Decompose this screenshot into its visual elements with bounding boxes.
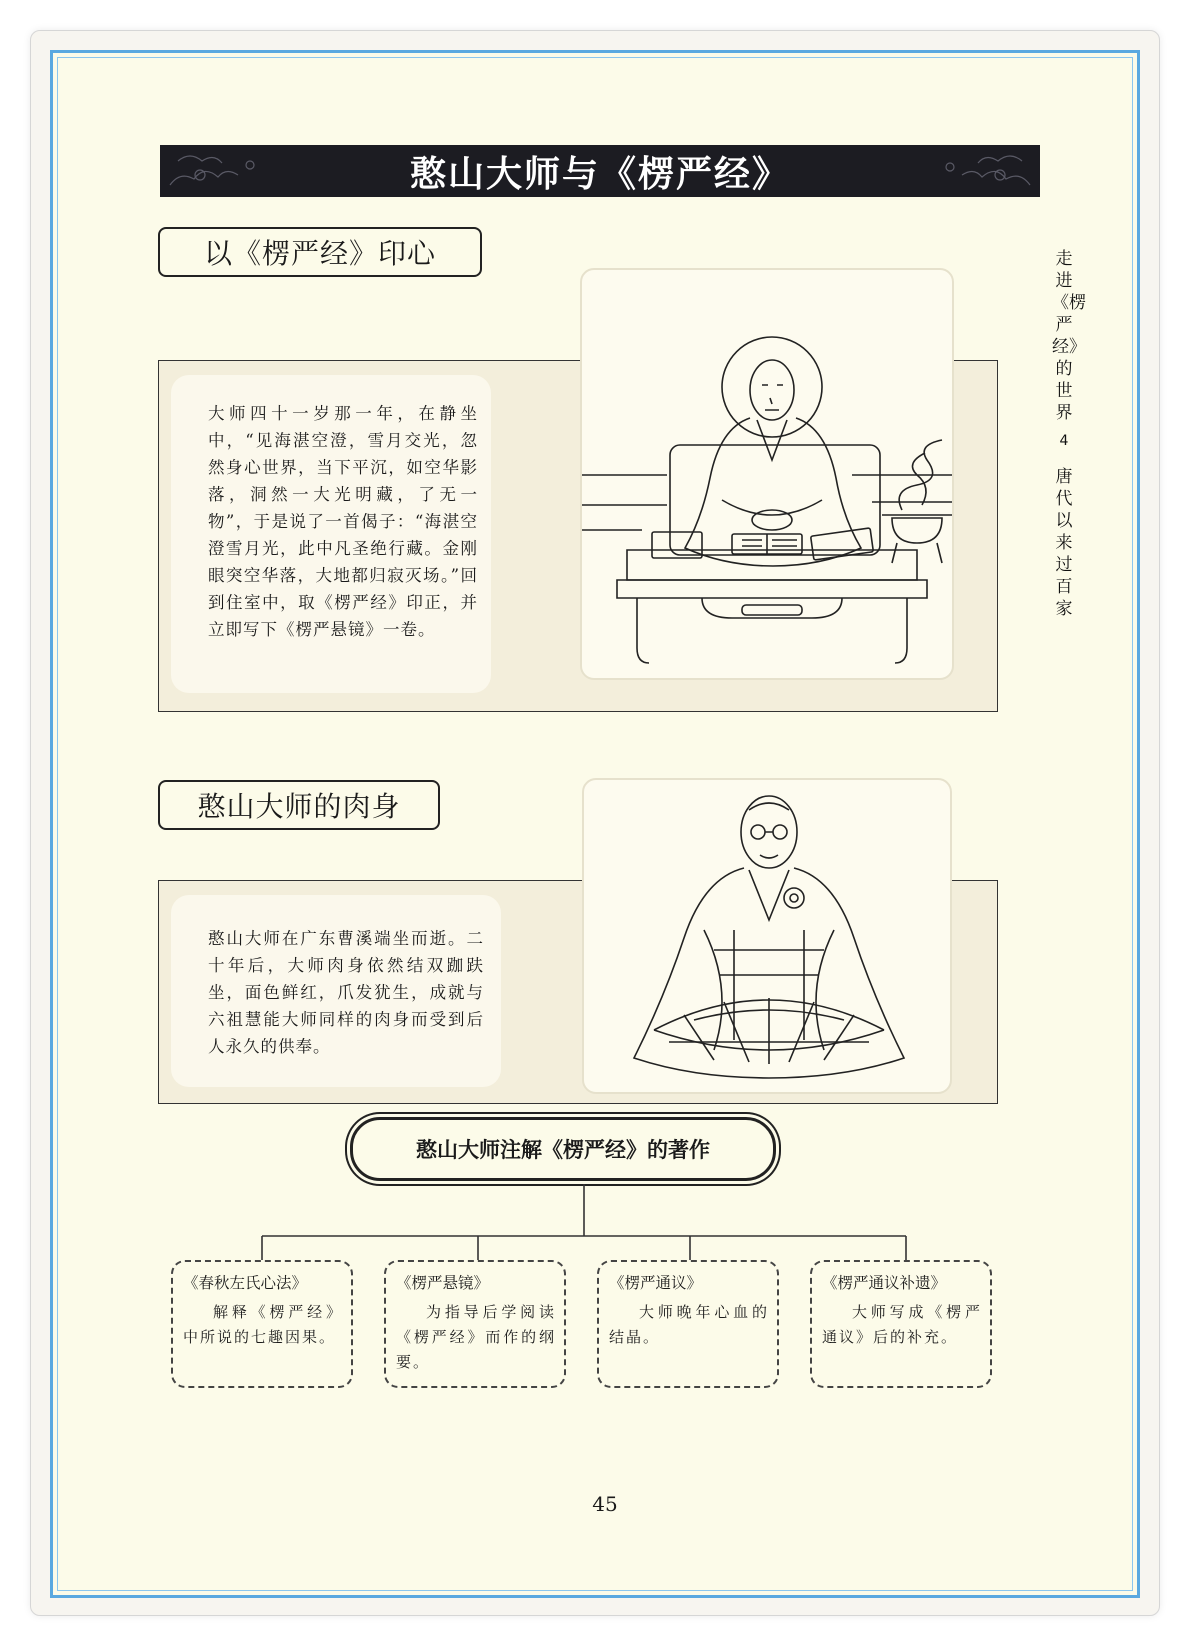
meditating-monk-illustration-icon — [582, 270, 952, 678]
chapter-banner — [160, 145, 1040, 197]
section2-text: 憨山大师在广东曹溪端坐而逝。二十年后，大师肉身依然结双跏趺坐，面色鲜红，爪发犹生，成就与六祖慧能大师同样的肉身而受到后人永久的供奉。 — [208, 929, 484, 1056]
works-card-title: 《春秋左氏心法》 — [183, 1274, 308, 1292]
page-number: 45 — [592, 1492, 618, 1516]
works-card-title: 《楞严通议》 — [609, 1274, 703, 1292]
works-card-title: 《楞严通议补遗》 — [822, 1274, 947, 1292]
works-card-desc: 大师晚年心血的结晶。 — [609, 1303, 769, 1346]
section1-tag: 以《楞严经》印心 — [158, 227, 482, 277]
works-card-4 — [810, 1260, 992, 1388]
section2-tag: 憨山大师的肉身 — [158, 780, 440, 830]
master-flesh-body-illustration — [582, 778, 952, 1094]
banner-title: 憨山大师与《楞严经》 — [409, 153, 790, 195]
preserved-monk-body-illustration-icon — [584, 780, 950, 1092]
works-card-desc: 为指导后学阅读《楞严经》而作的纲要。 — [396, 1303, 556, 1371]
cloud-ornament-left-icon — [160, 145, 340, 197]
works-card-1 — [171, 1260, 353, 1388]
side-heading-top: 走进《楞严经》的世界 — [1052, 249, 1086, 423]
side-running-heading — [1052, 248, 1086, 620]
works-card-desc: 大师写成《楞严通议》后的补充。 — [822, 1303, 982, 1346]
works-title: 憨山大师注解《楞严经》的著作 — [350, 1117, 776, 1181]
side-heading-bottom: 唐代以来过百家 — [1055, 467, 1073, 619]
works-card-3 — [597, 1260, 779, 1388]
section1-text: 大师四十一岁那一年，在静坐中，“见海湛空澄，雪月交光，忽然身心世界，当下平沉，如空华影落，洞然一大光明藏，了无一物”，于是说了一首偈子：“海湛空澄雪月光，此中凡圣绝行藏。金刚眼突空华落，大地都归寂灭场。”回到住室中，取《楞严经》印正，并立即写下《楞严悬镜》一卷。 — [208, 404, 478, 639]
master-seated-at-desk-illustration — [580, 268, 954, 680]
cloud-ornament-right-icon — [860, 145, 1040, 197]
works-card-title: 《楞严悬镜》 — [396, 1274, 490, 1292]
side-heading-chapter: 4 — [1059, 433, 1069, 449]
works-card-desc: 解释《楞严经》中所说的七趣因果。 — [183, 1303, 343, 1346]
works-card-2 — [384, 1260, 566, 1388]
